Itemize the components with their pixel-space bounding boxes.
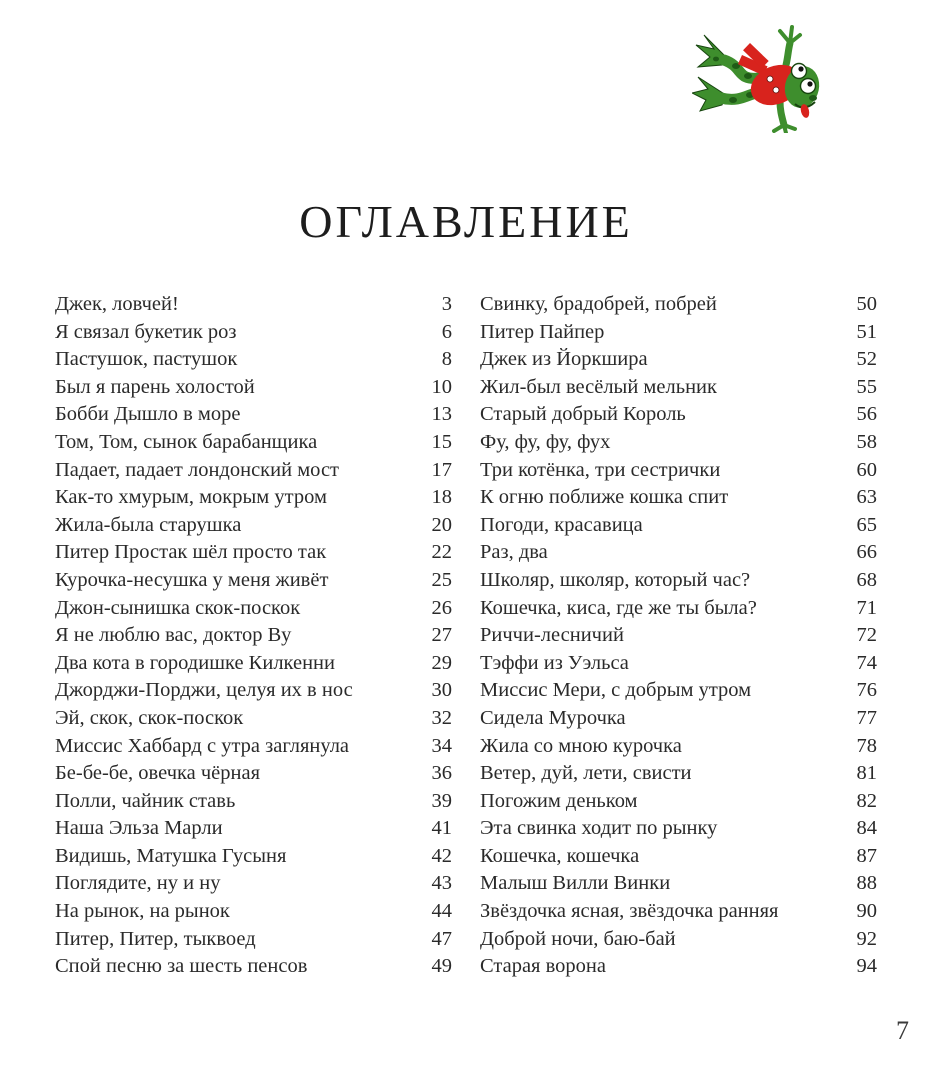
toc-entry: [480, 870, 877, 898]
toc-entry-page-number: 41: [431, 817, 452, 840]
toc-entry: [55, 843, 452, 871]
toc-entry: [480, 815, 877, 843]
toc-entry-title: Старый добрый Король: [480, 403, 686, 426]
toc-entry-title: Наша Эльза Марли: [55, 817, 223, 840]
toc-entry-page-number: 76: [856, 679, 877, 702]
toc-entry-title: Пастушок, пастушок: [55, 348, 238, 371]
toc-entry: [480, 429, 877, 457]
toc-entry-title: Эй, скок, скок-поскок: [55, 706, 244, 729]
toc-entry-title: Раз, два: [480, 541, 548, 564]
toc-entry: [480, 733, 877, 761]
toc-entry: [480, 319, 877, 347]
toc-entry-page-number: 18: [431, 486, 452, 509]
toc-entry: [480, 705, 877, 733]
toc-entry-page-number: 65: [856, 513, 877, 536]
toc-entry: [55, 319, 452, 347]
toc-entry-title: Том, Том, сынок барабанщика: [55, 430, 318, 453]
toc-entry-title: Питер, Питер, тыквоед: [55, 927, 256, 950]
toc-entry-page-number: 30: [431, 679, 452, 702]
toc-entry-page-number: 29: [431, 651, 452, 674]
toc-entry: [55, 733, 452, 761]
toc-entry-title: Звёздочка ясная, звёздочка ранняя: [480, 900, 779, 923]
toc-entry-page-number: 72: [856, 624, 877, 647]
toc-entry-page-number: 90: [856, 900, 877, 923]
toc-entry-title: Погожим деньком: [480, 789, 638, 812]
toc-column-right: [480, 291, 877, 981]
toc-entry-page-number: 13: [431, 403, 452, 426]
toc-entry-page-number: 3: [441, 293, 452, 315]
toc-entry-title: На рынок, на рынок: [55, 900, 230, 923]
toc-entry: [480, 898, 877, 926]
toc-entry-title: Два кота в городишке Килкенни: [55, 651, 336, 674]
page-title: ОГЛАВЛЕНИЕ: [299, 196, 633, 247]
toc-entry-title: Бе-бе-бе, овечка чёрная: [55, 762, 261, 785]
toc-entry: [55, 512, 452, 540]
toc-entry-title: Курочка-несушка у меня живёт: [55, 568, 329, 591]
folio-page-number: 7: [896, 1016, 909, 1045]
toc-entry-title: Малыш Вилли Винки: [480, 872, 671, 895]
toc-entry-title: К огню поближе кошка спит: [480, 486, 729, 509]
toc-entry-title: Три котёнка, три сестрички: [480, 458, 721, 481]
toc-entry-page-number: 27: [431, 624, 452, 647]
toc-entry-page-number: 56: [856, 403, 877, 426]
toc-entry-page-number: 20: [431, 513, 452, 536]
toc-entry-title: Тэффи из Уэльса: [480, 651, 629, 674]
toc-entry-title: Полли, чайник ставь: [55, 789, 236, 812]
toc-entry-title: Видишь, Матушка Гусыня: [55, 844, 287, 867]
toc-entry: [55, 622, 452, 650]
toc-entry-page-number: 52: [856, 348, 877, 371]
toc-entry: [55, 650, 452, 678]
toc-entry-title: Джек, ловчей!: [55, 293, 179, 315]
toc-entry-page-number: 47: [431, 927, 452, 950]
toc-entry: [55, 760, 452, 788]
toc-entry: [480, 595, 877, 623]
toc-entry-page-number: 39: [431, 789, 452, 812]
toc-entry-title: Падает, падает лондонский мост: [55, 458, 339, 481]
toc-entry-page-number: 60: [856, 458, 877, 481]
toc-entry: [55, 291, 452, 319]
toc-entry: [55, 484, 452, 512]
toc-entry: [480, 567, 877, 595]
toc-entry: [480, 650, 877, 678]
toc-entry-title: Доброй ночи, баю-бай: [480, 927, 676, 950]
toc-entry-page-number: 74: [856, 651, 877, 674]
toc-entry-page-number: 49: [431, 955, 452, 978]
toc-entry: [55, 953, 452, 981]
toc-entry-page-number: 8: [441, 348, 452, 371]
toc-entry: [480, 953, 877, 981]
toc-entry-page-number: 22: [431, 541, 452, 564]
toc-entry-page-number: 55: [856, 375, 877, 398]
toc-entry: [55, 705, 452, 733]
toc-entry-title: Жила со мною курочка: [480, 734, 682, 757]
toc-entry-title: Миссис Мери, с добрым утром: [480, 679, 752, 702]
toc-entry-page-number: 10: [431, 375, 452, 398]
toc-entry-title: Джорджи-Порджи, целуя их в нос: [55, 679, 353, 702]
toc-entry-title: Был я парень холостой: [55, 375, 255, 398]
toc-entry-title: Жила-была старушка: [55, 513, 242, 536]
toc-entry-title: Сидела Мурочка: [480, 706, 626, 729]
toc-entry-title: Фу, фу, фу, фух: [480, 430, 611, 453]
toc-entry: [480, 926, 877, 954]
toc-entry-page-number: 94: [856, 955, 877, 978]
toc-entry: [55, 595, 452, 623]
toc-entry-title: Я не люблю вас, доктор Ву: [55, 624, 292, 647]
toc-entry-title: Как-то хмурым, мокрым утром: [55, 486, 327, 509]
toc-entry-title: Джек из Йоркшира: [480, 348, 648, 371]
toc-entry-page-number: 81: [856, 762, 877, 785]
toc-entry-page-number: 25: [431, 568, 452, 591]
toc-entry: [55, 677, 452, 705]
toc-entry: [480, 622, 877, 650]
toc-entry-page-number: 15: [431, 430, 452, 453]
toc-entry-title: Старая ворона: [480, 955, 606, 978]
toc-entry-page-number: 78: [856, 734, 877, 757]
toc-entry-page-number: 6: [441, 320, 452, 343]
toc-entry: [480, 677, 877, 705]
toc-entry-page-number: 68: [856, 568, 877, 591]
toc-column-left: [55, 291, 452, 981]
toc-entry-title: Джон-сынишка скок-поскок: [55, 596, 301, 619]
toc-entry: [480, 401, 877, 429]
toc-entry: [55, 926, 452, 954]
toc-entry-page-number: 88: [856, 872, 877, 895]
toc-entry-page-number: 36: [431, 762, 452, 785]
toc-entry-title: Ветер, дуй, лети, свисти: [480, 762, 692, 785]
toc-entry-page-number: 34: [431, 734, 452, 757]
toc-entry: [55, 374, 452, 402]
toc-entry-page-number: 26: [431, 596, 452, 619]
toc-entry: [480, 843, 877, 871]
toc-entry: [480, 291, 877, 319]
toc-entry: [480, 760, 877, 788]
toc-entry-title: Я связал букетик роз: [55, 320, 237, 343]
table-of-contents: [55, 291, 877, 981]
toc-entry: [480, 788, 877, 816]
toc-entry: [480, 539, 877, 567]
toc-entry-page-number: 50: [856, 293, 877, 315]
toc-entry-page-number: 87: [856, 844, 877, 867]
toc-entry-title: Риччи-лесничий: [480, 624, 624, 647]
toc-entry-page-number: 42: [431, 844, 452, 867]
toc-entry: [480, 484, 877, 512]
toc-entry-title: Питер Простак шёл просто так: [55, 541, 327, 564]
toc-entry-title: Жил-был весёлый мельник: [480, 375, 717, 398]
toc-entry-title: Поглядите, ну и ну: [55, 872, 221, 895]
frog-illustration: [692, 15, 832, 133]
toc-entry-page-number: 71: [856, 596, 877, 619]
toc-entry-page-number: 63: [856, 486, 877, 509]
toc-entry-page-number: 82: [856, 789, 877, 812]
toc-entry-page-number: 77: [856, 706, 877, 729]
toc-entry: [55, 870, 452, 898]
toc-entry-title: Кошечка, киса, где же ты была?: [480, 596, 757, 619]
toc-entry-title: Питер Пайпер: [480, 320, 605, 343]
toc-entry: [55, 567, 452, 595]
toc-entry-title: Спой песню за шесть пенсов: [55, 955, 308, 978]
toc-entry-page-number: 43: [431, 872, 452, 895]
toc-entry-page-number: 44: [431, 900, 452, 923]
toc-entry-page-number: 17: [431, 458, 452, 481]
toc-entry-title: Школяр, школяр, который час?: [480, 568, 751, 591]
toc-entry: [55, 457, 452, 485]
toc-entry: [55, 429, 452, 457]
toc-entry-page-number: 84: [856, 817, 877, 840]
toc-entry: [55, 815, 452, 843]
toc-entry: [55, 401, 452, 429]
toc-entry: [55, 346, 452, 374]
toc-entry-page-number: 58: [856, 430, 877, 453]
toc-entry: [55, 539, 452, 567]
toc-entry-title: Кошечка, кошечка: [480, 844, 640, 867]
toc-entry: [480, 457, 877, 485]
toc-entry: [480, 346, 877, 374]
toc-entry-page-number: 92: [856, 927, 877, 950]
toc-entry-title: Эта свинка ходит по рынку: [480, 817, 718, 840]
toc-entry: [480, 512, 877, 540]
toc-entry-page-number: 51: [856, 320, 877, 343]
toc-entry-title: Свинку, брадобрей, побрей: [480, 293, 717, 315]
toc-entry: [480, 374, 877, 402]
toc-entry-title: Миссис Хаббард с утра заглянула: [55, 734, 350, 757]
toc-entry: [55, 788, 452, 816]
toc-entry-title: Погоди, красавица: [480, 513, 643, 536]
toc-entry-title: Бобби Дышло в море: [55, 403, 241, 426]
toc-entry: [55, 898, 452, 926]
toc-entry-page-number: 32: [431, 706, 452, 729]
toc-entry-page-number: 66: [856, 541, 877, 564]
